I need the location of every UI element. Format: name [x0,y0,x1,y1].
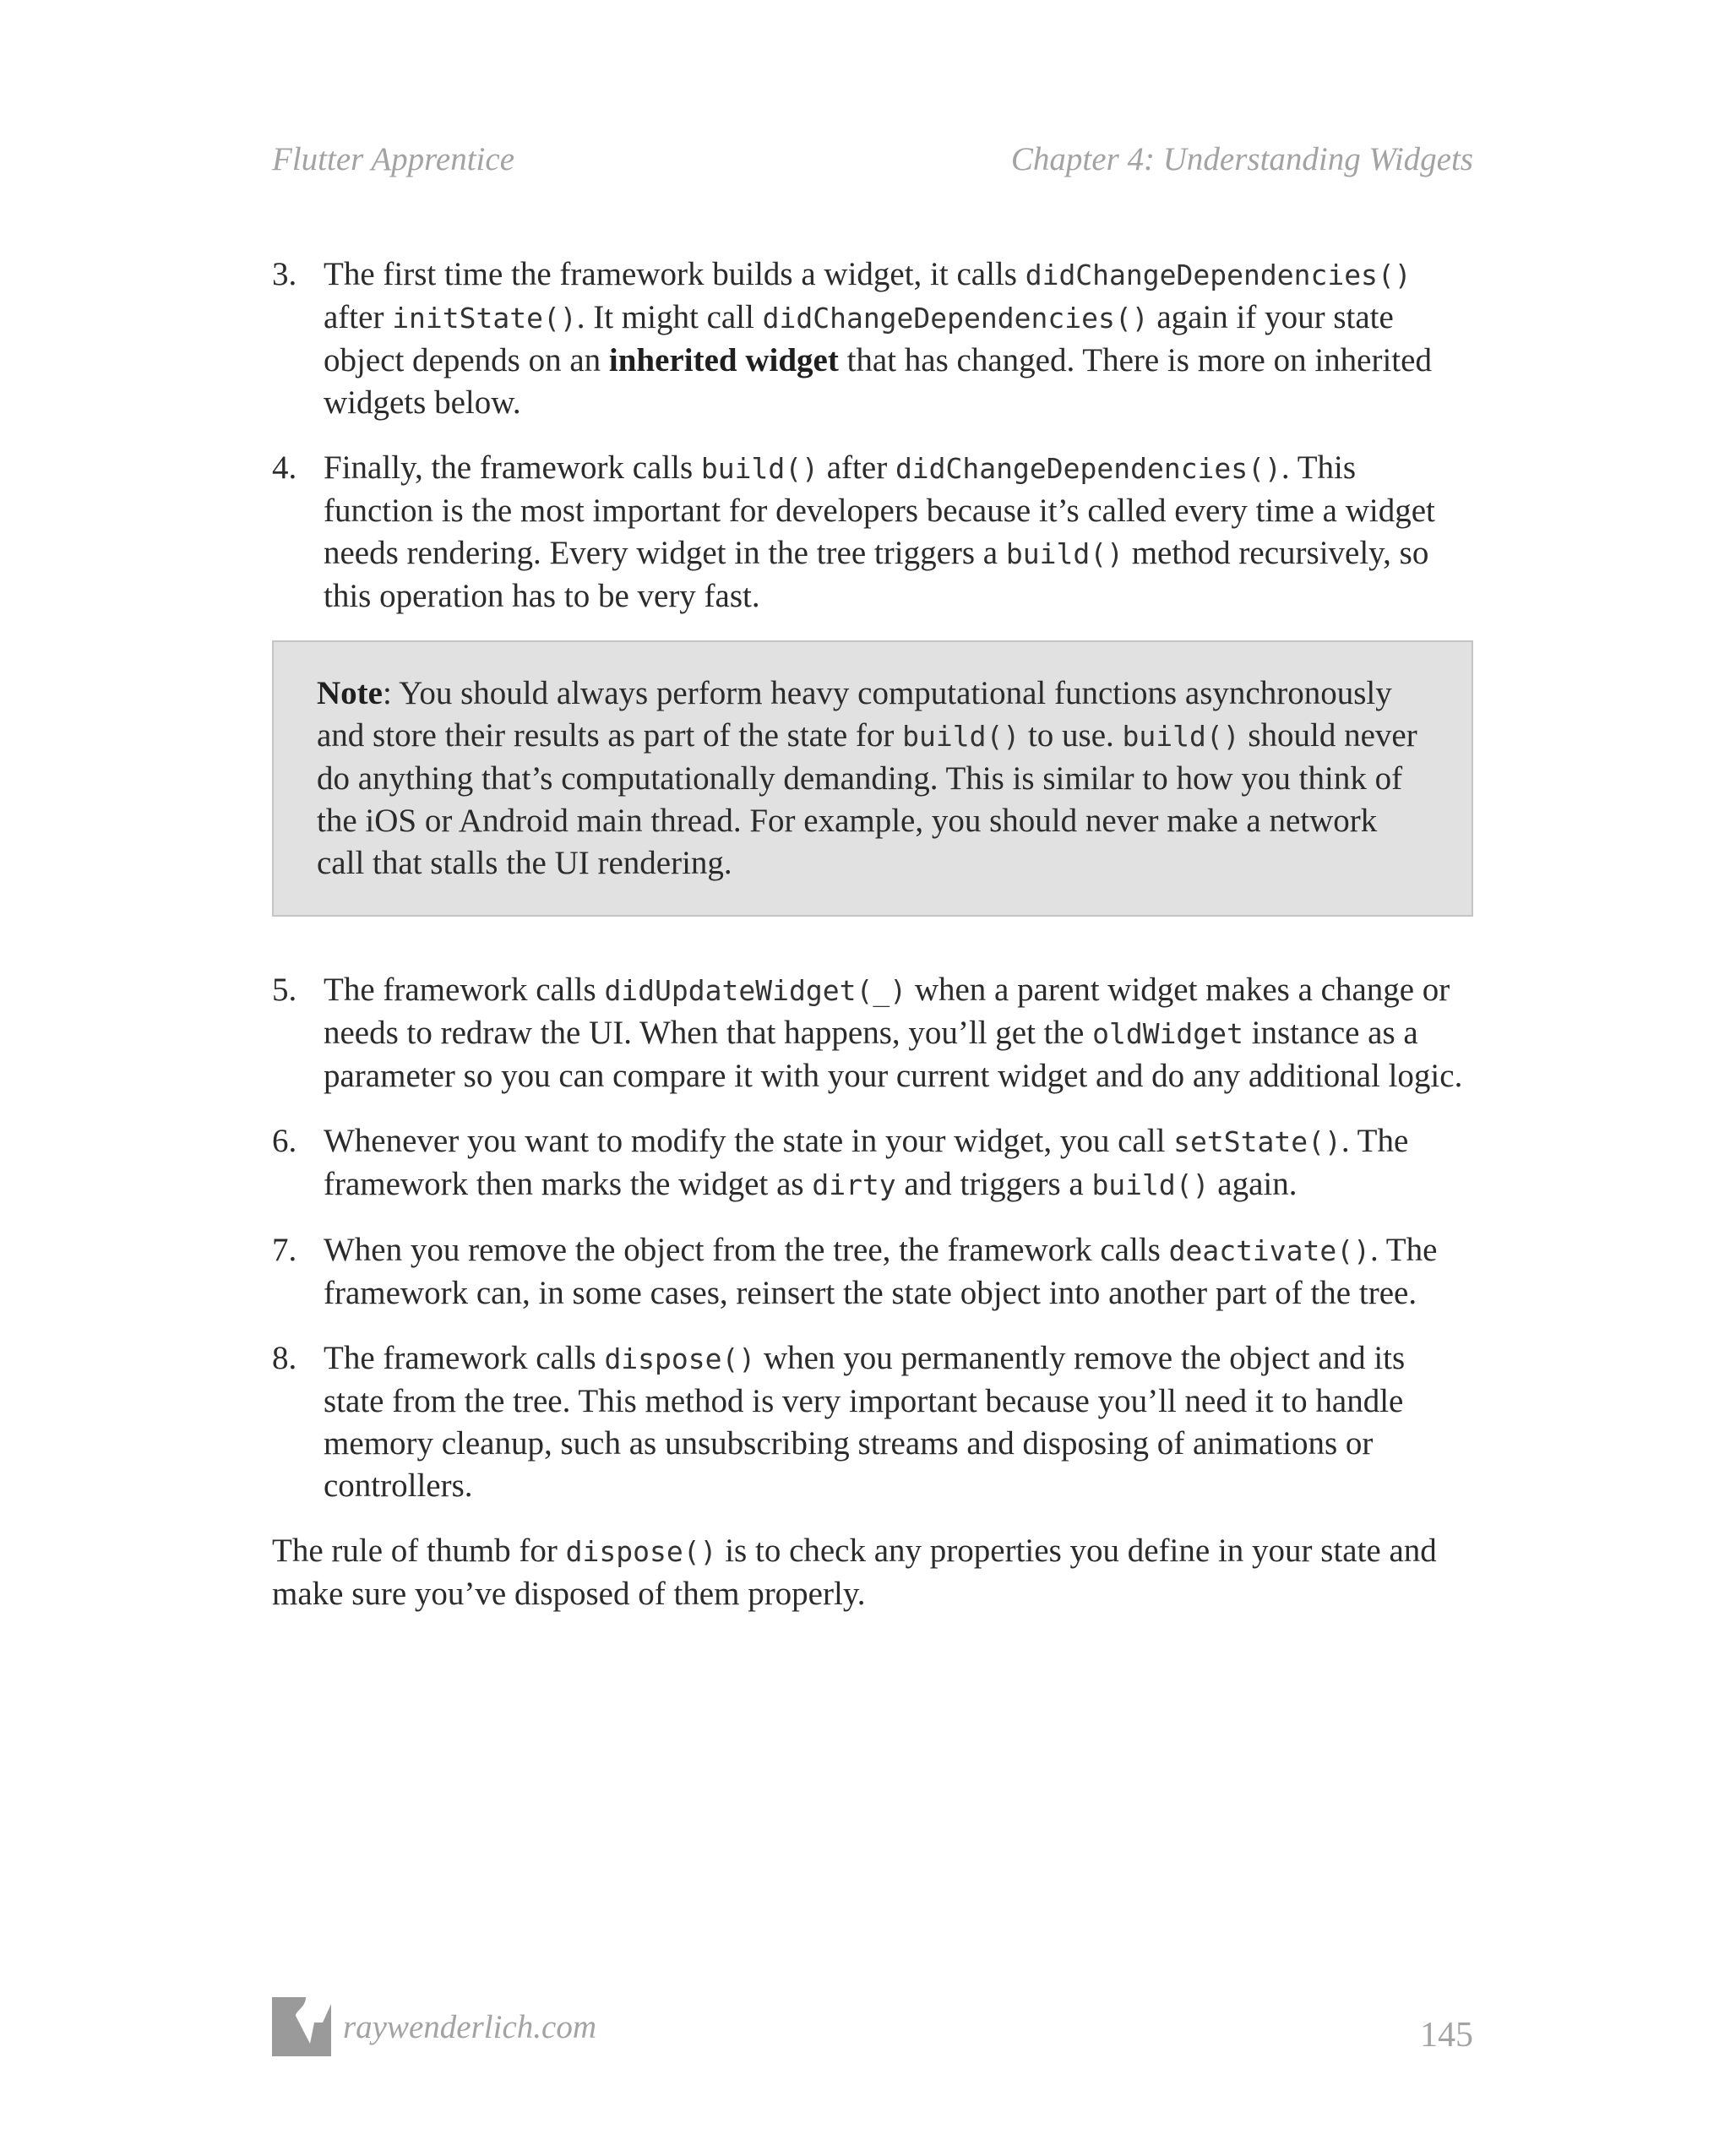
text-run: The first time the framework builds a widget, it calls [324,256,1025,292]
list-item [272,253,1473,424]
text-run: after [324,299,393,335]
text-run: is to check any properties you define in your state and make sure you’ve disposed of them properly. [272,1533,1437,1612]
list-item-text [324,253,1473,424]
text-run: when you permanently remove the object and its state from the tree. This method is very important because you’ll need it to handle memory cleanup, such as unsubscribing streams and disposing of animations or controllers. [324,1340,1406,1504]
text-run: and triggers a [895,1166,1092,1202]
text-run: The framework calls [324,1340,605,1376]
list-item [272,1120,1473,1206]
inline-code: oldWidget [1092,1017,1243,1050]
inline-code: build() [1005,537,1123,570]
list-number: 4. [272,449,297,486]
text-run: . The framework then marks the widget as [324,1123,1409,1202]
page-number: 145 [1420,2016,1473,2055]
site-link[interactable]: raywenderlich.com [343,2008,597,2045]
list-number: 8. [272,1340,297,1376]
list-item [272,969,1473,1097]
inline-code: didChangeDependencies() [895,452,1281,485]
inline-code: build() [700,452,819,485]
inline-code: initState() [392,302,577,335]
text-run: When you remove the object from the tree, the framework calls [324,1232,1169,1268]
list-item [272,1337,1473,1507]
inline-code: didChangeDependencies() [762,302,1149,335]
inline-code: build() [1091,1168,1210,1201]
list-item [272,447,1473,618]
text-run: method recursively, so this operation has to be very fast. [324,535,1429,614]
text-run: when a parent widget makes a change or needs to redraw the UI. When that happens, you’ll get the [324,972,1450,1051]
list-number: 5. [272,972,297,1008]
note-box [272,640,1473,917]
list-item-text [324,1229,1473,1315]
inline-code: build() [902,720,1020,753]
inline-code: setState() [1173,1125,1341,1158]
inline-code: didUpdateWidget(_) [604,974,907,1007]
page-footer [272,1997,596,2056]
book-title: Flutter Apprentice [272,141,515,177]
list-number: 3. [272,256,297,292]
bold-term: inherited widget [608,342,839,378]
inline-code: build() [1122,720,1240,753]
list-item-text [324,447,1473,618]
text-run: instance as a parameter so you can compare it with your current widget and do any additional logic. [324,1015,1463,1094]
note-label: Note [317,675,383,711]
text-run: Whenever you want to modify the state in your widget, you call [324,1123,1174,1159]
list-item-text [324,1120,1473,1206]
chapter-title: Chapter 4: Understanding Widgets [1010,141,1473,177]
closing-paragraph [272,1530,1473,1615]
text-run: again if your state object depends on an [324,299,1394,378]
list-item [272,1229,1473,1315]
inline-code: didChangeDependencies() [1025,259,1412,291]
text-run: . The framework can, in some cases, reinsert the state object into another part of the tree. [324,1232,1438,1311]
text-run: : You should always perform heavy computational functions asynchronously and store their results as part of the state for [317,675,1392,754]
text-run: after [819,449,895,486]
raywenderlich-logo-icon [272,1997,331,2056]
text-run: again. [1209,1166,1298,1202]
text-run: that has changed. There is more on inherited widgets below. [324,342,1432,421]
inline-code: dispose() [604,1342,756,1375]
list-item-text [324,969,1473,1097]
text-run: . This function is the most important for developers because it’s called every time a widget needs rendering. Every widget in the tree triggers a [324,449,1435,571]
text-run: to use. [1020,717,1123,754]
text-run: . It might call [576,299,763,335]
text-run: Finally, the framework calls [324,449,701,486]
text-run: The rule of thumb for [272,1533,566,1569]
text-run: should never do anything that’s computationally demanding. This is similar to how you think of the iOS or Android main thread. For example, you should never make a network call that stalls the UI rendering. [317,717,1417,881]
page-header [272,140,1473,178]
inline-code: dispose() [565,1535,717,1568]
list-number: 7. [272,1232,297,1268]
list-number: 6. [272,1123,297,1159]
inline-code: dirty [812,1168,896,1201]
inline-code: deactivate() [1168,1234,1371,1267]
text-run: The framework calls [324,972,605,1008]
list-item-text [324,1337,1473,1507]
page-content [272,253,1473,1615]
